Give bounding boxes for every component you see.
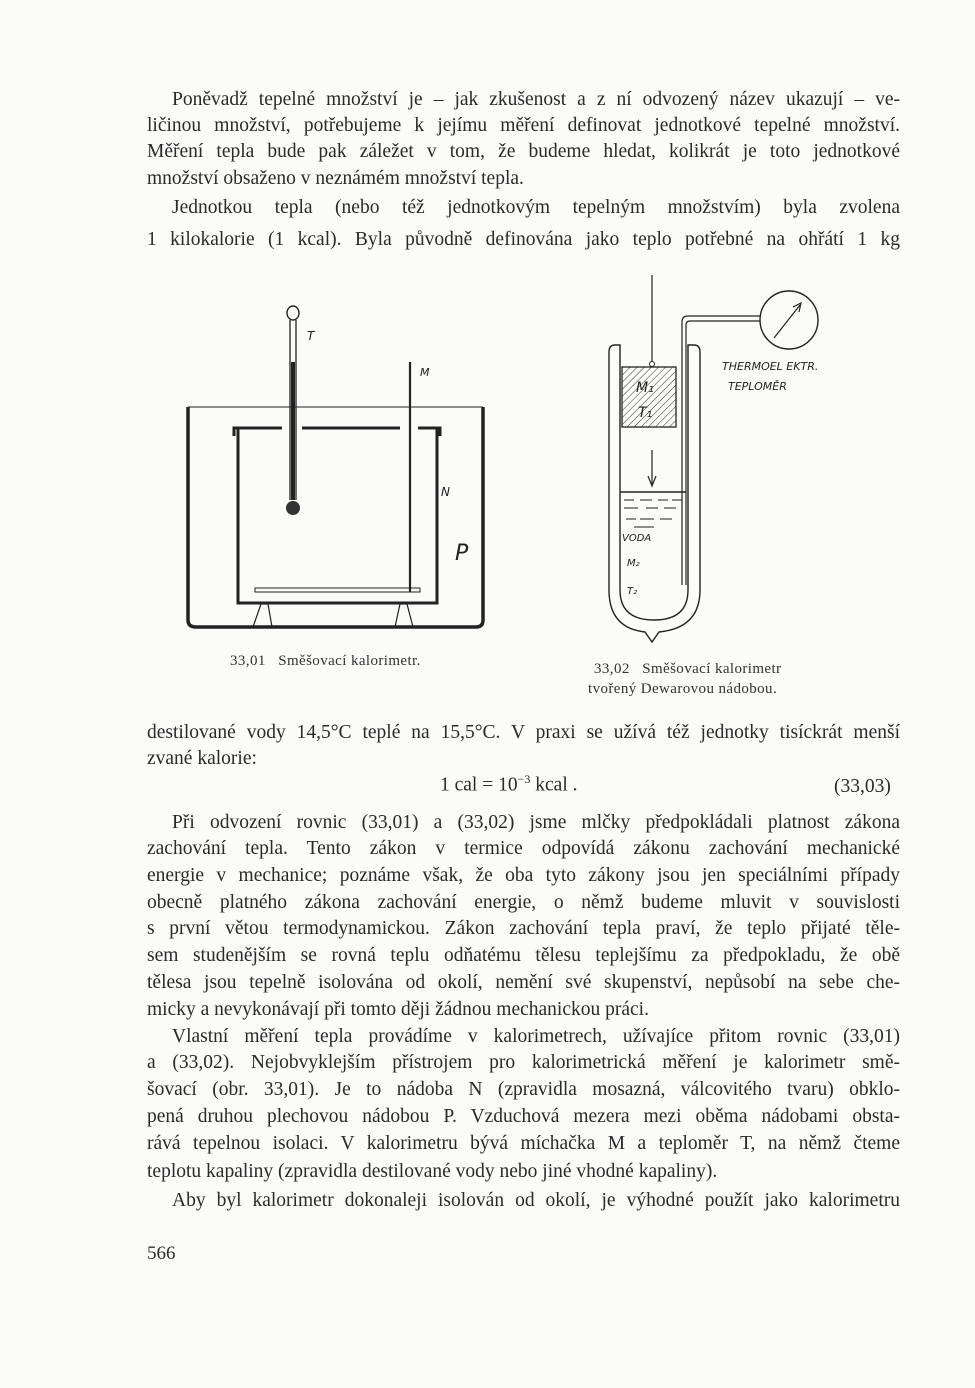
text-line: Aby byl kalorimetr dokonaleji isolován od okolí, je výhodné použít jako kalorimetru [172,1190,900,1211]
text-line: 1 kilokalorie (1 kcal). Byla původně definována jako teplo potřebné na ohřátí 1 kg [147,229,900,250]
text-line: pená druhou plechovou nádobou P. Vzduchová mezera mezi oběma nádobami obsta- [147,1106,900,1127]
figure-mixing-calorimeter [188,306,483,627]
equation [440,772,578,797]
text-line: rává tepelnou isolaci. V kalorimetru bývá míchačka M a teploměr T, na němž čteme [147,1133,900,1154]
label-thermoelectric: THERMOEL EKTR. [722,360,819,373]
label-T1: T₁ [638,405,653,421]
figure2-title: Směšovací kalorimetr [642,661,782,677]
label-T: T [307,329,315,343]
figure2-caption-line2: tvořený Dewarovou nádobou. [588,681,778,697]
text-line: ličinou množství, potřebujeme k jejímu měření definovat jednotkové tepelné množství. [147,115,900,136]
text-line: Vlastní měření tepla provádíme v kalorimetrech, užívajíce přitom rovnic (33,01) [172,1026,900,1047]
text-line: micky a nevykonávají při tomto ději žádnou mechanickou práci. [147,999,649,1020]
figure2-caption [594,661,781,678]
equation-rhs: kcal . [530,774,578,796]
text-line: obecně platného zákona zachování energie, o němž budeme mluvit v souvislosti [147,892,900,913]
text-line: Poněvadž tepelné množství je – jak zkušenost a z ní odvozený název ukazují – ve- [172,89,900,110]
label-voda: VODA [622,533,652,544]
figure1-title: Směšovací kalorimetr. [278,653,421,669]
figure1-caption [230,653,421,670]
text-line: zachování tepla. Tento zákon v termice odpovídá zákonu zachování mechanické [147,838,900,859]
equation-exponent: −3 [517,772,531,786]
figure1-number: 33,01 [230,653,266,669]
label-thermometer: TEPLOMĚR [728,380,787,393]
label-M1: M₁ [636,380,654,396]
label-P: P [455,541,469,566]
text-line: množství obsaženo v neznámém množství tepla. [147,168,524,189]
text-line: Měření tepla bude pak záležet v tom, že budeme hledat, kolikrát je toto jednotkové [147,141,900,162]
text-line: Při odvození rovnic (33,01) a (33,02) jsme mlčky předpokládali platnost zákona [172,812,900,833]
text-line: a (33,02). Nejobvyklejším přístrojem pro kalorimetrická měření je kalorimetr smě- [147,1052,900,1073]
text-line: tělesa jsou tepelně isolována od okolí, nemění své skupenství, nepůsobí na sebe che- [147,972,900,993]
page-number: 566 [147,1243,176,1264]
label-T2: T₂ [627,586,638,597]
text-line: šovací (obr. 33,01). Je to nádoba N (zpravidla mosazná, válcovitého tvaru) obklo- [147,1079,900,1100]
text-line: teplotu kapaliny (zpravidla destilované vody nebo jiné vhodné kapaliny). [147,1161,718,1182]
equation-lhs: 1 cal = 10 [440,774,518,796]
equation-number: (33,03) [834,776,891,797]
label-M2: M₂ [627,558,640,569]
text-line: Jednotkou tepla (nebo též jednotkovým tepelným množstvím) byla zvolena [172,197,900,218]
text-line: energie v mechanice; poznáme však, že oba tyto zákony jsou jen speciálními případy [147,865,900,886]
text-line: destilované vody 14,5°C teplé na 15,5°C. V praxi se užívá též jednotky tisíckrát menší [147,722,900,743]
figure2-number: 33,02 [594,661,630,677]
text-line: zvané kalorie: [147,748,257,769]
text-line: sem studenějším se rovná teplu odňatému tělesu teplejšímu za předpokladu, že obě [147,945,900,966]
text-line: s první větou termodynamickou. Zákon zachování tepla praví, že teplo přijaté těle- [147,918,900,939]
label-N: N [441,485,450,499]
figure-dewar-calorimeter [609,275,818,642]
label-M: M [420,366,430,379]
